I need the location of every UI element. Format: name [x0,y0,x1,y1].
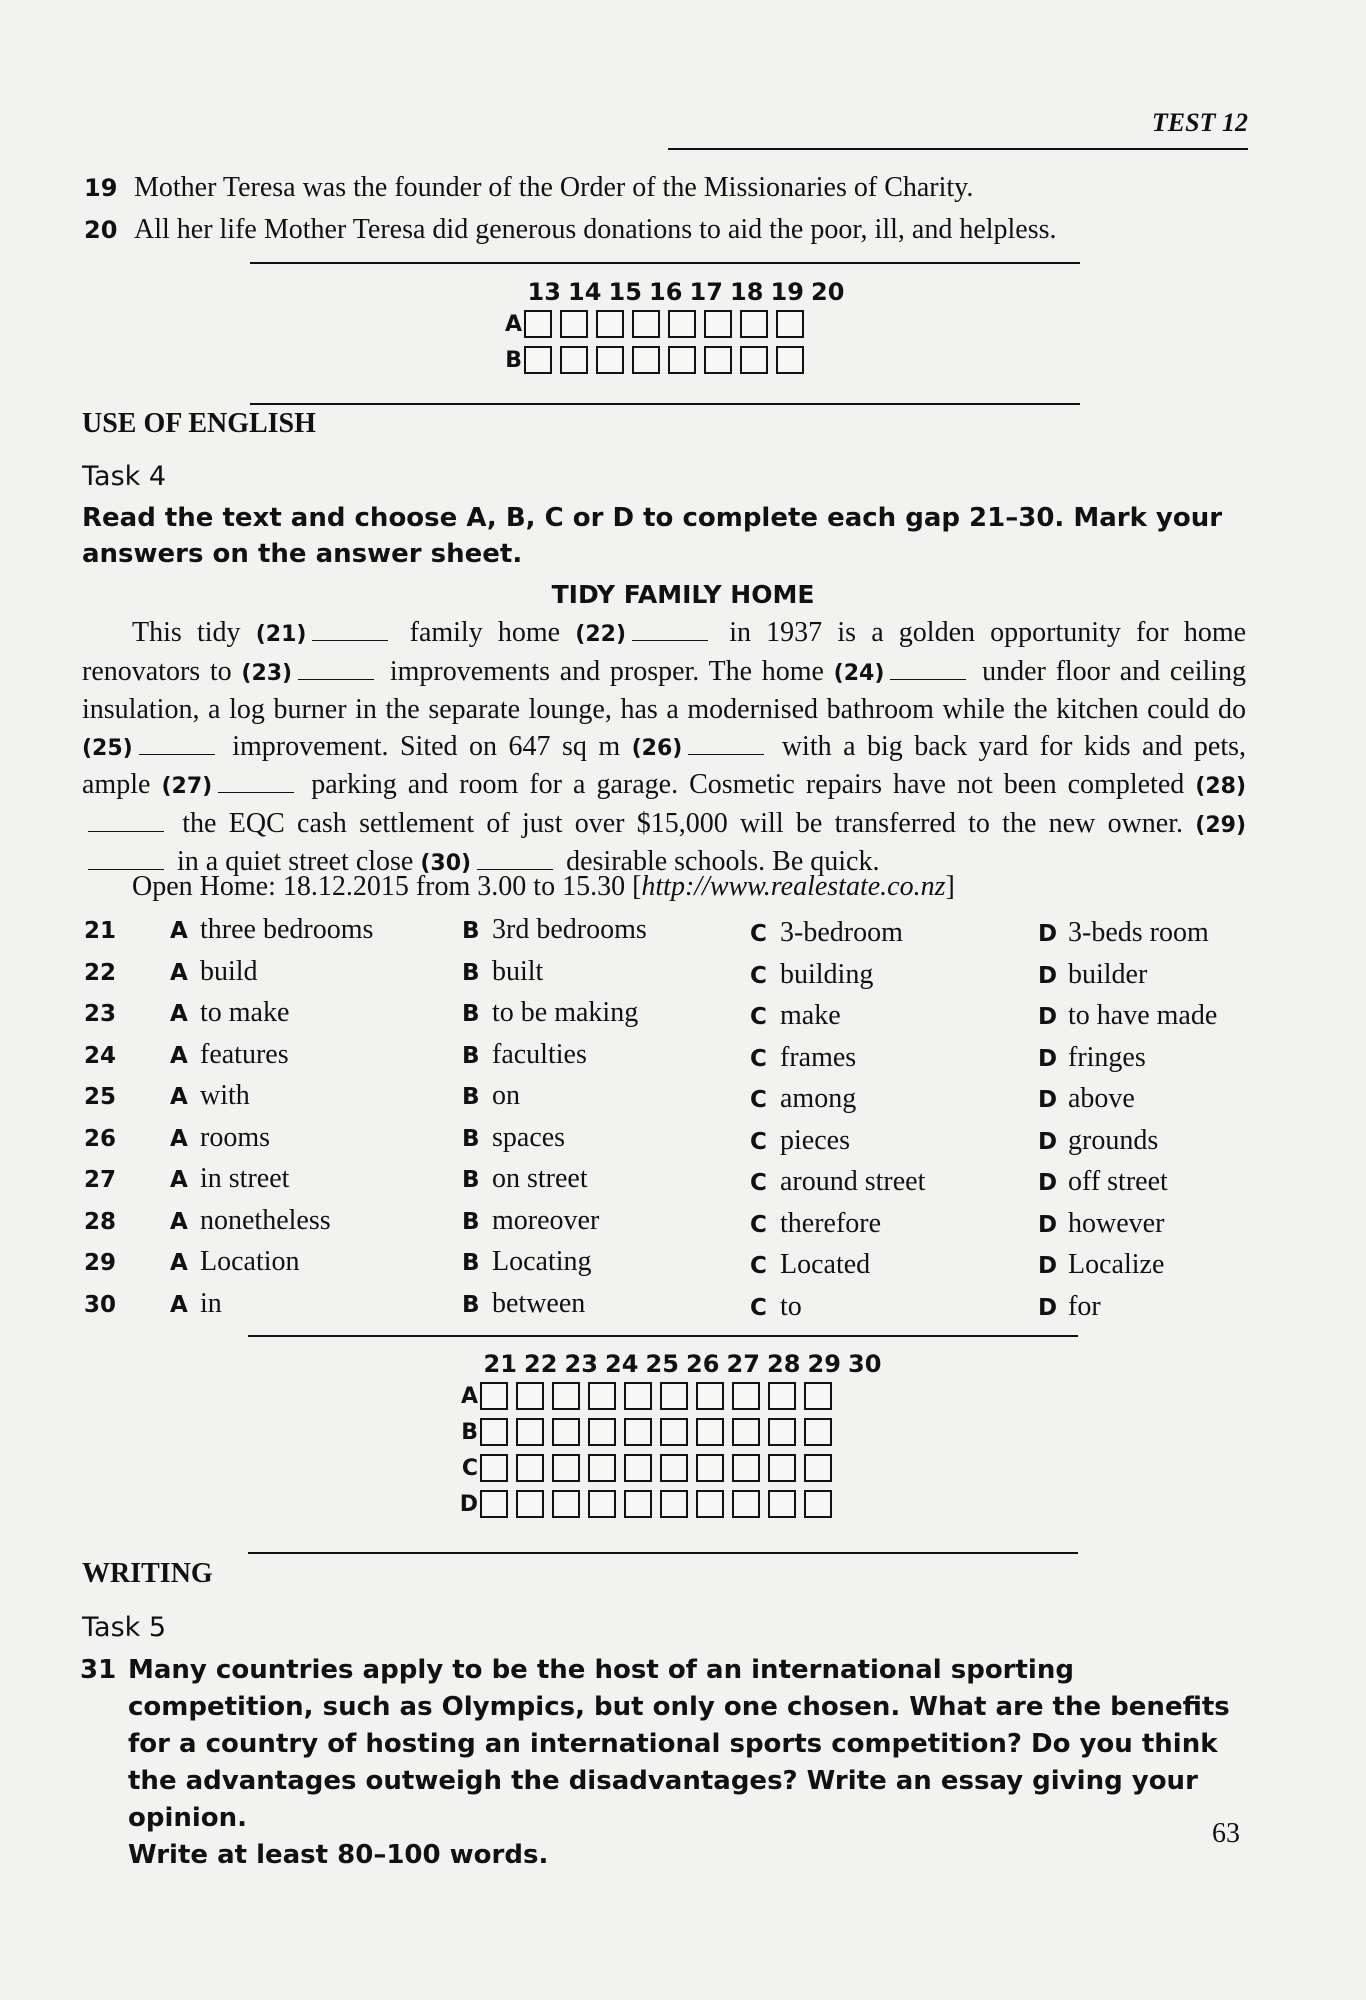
option-21-c [750,917,903,949]
option-21-b [462,914,647,946]
grid-column-headers [480,1350,885,1378]
option-letter: A [170,1167,188,1193]
grid-row-label: B [461,1419,478,1445]
grid-column-number: 28 [767,1350,801,1378]
grid-row-c [454,1450,885,1486]
answer-checkbox-29-d[interactable] [768,1490,796,1518]
answer-checkbox-29-a[interactable] [768,1382,796,1410]
question-number: 30 [84,1291,117,1318]
answer-checkbox-24-c[interactable] [588,1454,616,1482]
gap-blank [139,754,215,755]
statement-20 [84,214,1057,246]
gap-number: (24) [833,660,885,686]
grid-column-number: 16 [649,278,683,306]
source-url: http://www.realestate.co.nz [641,871,946,902]
answer-checkbox-28-b[interactable] [732,1418,760,1446]
option-row-26 [84,1122,1264,1162]
option-row-23 [84,997,1264,1037]
grid-row-label: B [505,347,522,373]
option-25-a [170,1080,250,1112]
option-row-24 [84,1039,1264,1079]
option-text: nonetheless [200,1204,331,1236]
gap-blank [218,792,294,793]
answer-checkbox-26-b[interactable] [660,1418,688,1446]
text-segment: the EQC cash settlement of just over $15,000 will be transferred to the new owner. [182,807,1183,839]
answer-checkbox-22-c[interactable] [516,1454,544,1482]
answer-checkbox-17-a[interactable] [668,310,696,338]
option-28-c [750,1208,881,1240]
option-letter: A [170,1125,188,1152]
answer-grid-21-30 [454,1350,885,1522]
answer-checkbox-27-d[interactable] [696,1490,724,1518]
question-number: 23 [84,1001,117,1027]
option-row-28 [84,1205,1264,1245]
option-text: three bedrooms [200,914,374,945]
option-letter: B [462,1208,480,1235]
grid-column-number: 14 [568,278,602,306]
gap-blank [312,640,388,641]
option-letter: D [1038,1253,1058,1279]
option-23-d [1038,1000,1217,1032]
option-letter: D [1038,1128,1058,1155]
option-text: make [780,1000,841,1031]
question-number: 29 [84,1250,117,1276]
grid-column-number: 30 [848,1350,882,1378]
divider [248,1335,1078,1337]
option-letter: D [1038,1004,1058,1030]
option-27-a [170,1163,289,1195]
essay-question-number: 31 [80,1655,117,1685]
option-row-25 [84,1080,1264,1120]
option-letter: A [170,1208,188,1235]
answer-checkbox-29-c[interactable] [768,1454,796,1482]
answer-checkbox-20-a[interactable] [776,310,804,338]
text-segment: in a quiet street close [177,846,414,877]
gap-number: (23) [241,660,293,686]
option-letter: B [462,1250,480,1276]
option-letter: D [1038,1170,1058,1196]
option-text: grounds [1068,1124,1159,1156]
answer-checkbox-22-b[interactable] [516,1418,544,1446]
option-letter: B [462,959,480,986]
answer-checkbox-24-b[interactable] [588,1418,616,1446]
grid-column-number: 13 [527,278,561,306]
source-suffix: ] [945,871,955,902]
answer-checkbox-26-d[interactable] [660,1490,688,1518]
text-segment: improvement. Sited on 647 sq m [232,730,621,762]
gap-number: (28) [1195,774,1247,799]
option-letter: B [462,1125,480,1152]
answer-checkbox-21-a[interactable] [480,1382,508,1410]
answer-checkbox-30-c[interactable] [804,1454,832,1482]
option-row-27 [84,1163,1264,1203]
option-text: Located [780,1249,871,1280]
task-4-instruction: Read the text and choose A, B, C or D to complete each gap 21–30. Mark your answers on the answer sheet. [82,503,1223,569]
page-number: 63 [1212,1818,1240,1849]
option-21-d [1038,917,1209,949]
answer-checkbox-17-b[interactable] [668,346,696,374]
text-segment: under floor and ceiling insulation, a log burner in the separate lounge, has a modernised bathroom while the kitchen could do [82,655,1247,725]
grid-column-number: 25 [645,1350,679,1378]
option-text: with [200,1080,250,1111]
option-letter: C [750,921,767,947]
grid-column-number: 29 [807,1350,841,1378]
grid-column-number: 23 [564,1350,598,1378]
option-29-c [750,1249,870,1281]
option-text: on [492,1080,520,1111]
answer-checkbox-16-a[interactable] [632,310,660,338]
grid-column-headers [524,278,848,306]
option-text: in [200,1287,222,1319]
option-text: among [780,1083,857,1114]
option-text: on street [492,1163,588,1194]
task-4-label: Task 4 [82,461,167,492]
option-text: 3rd bedrooms [492,914,647,945]
question-number: 25 [84,1084,117,1110]
answer-checkbox-28-c[interactable] [732,1454,760,1482]
option-text: to have made [1068,1000,1218,1031]
option-letter: B [462,1084,480,1110]
answer-checkbox-28-a[interactable] [732,1382,760,1410]
gap-blank [477,869,553,870]
answer-checkbox-22-d[interactable] [516,1490,544,1518]
answer-checkbox-23-a[interactable] [552,1382,580,1410]
answer-checkbox-25-b[interactable] [624,1418,652,1446]
option-text: pieces [780,1124,850,1156]
grid-column-number: 21 [483,1350,517,1378]
statement-number: 19 [84,174,118,202]
option-23-c [750,1000,841,1032]
gap-blank [88,831,164,832]
option-text: for [1068,1290,1101,1322]
grid-row-b [498,342,848,378]
answer-checkbox-26-c[interactable] [660,1454,688,1482]
answer-checkbox-24-d[interactable] [588,1490,616,1518]
question-number: 26 [84,1125,117,1152]
answer-checkbox-19-b[interactable] [740,346,768,374]
option-letter: C [750,1211,767,1238]
option-25-d [1038,1083,1135,1115]
answer-checkbox-14-b[interactable] [560,346,588,374]
option-29-d [1038,1249,1164,1281]
option-text: building [780,958,874,990]
option-text: to make [200,997,290,1028]
text-segment: desirable schools. Be quick. [566,846,880,877]
option-text: off street [1068,1166,1168,1197]
option-21-a [170,914,373,946]
gap-number: (25) [82,735,133,761]
divider [248,1552,1078,1554]
option-letter: A [170,1001,188,1027]
option-letter: D [1038,962,1058,989]
option-letter: C [750,962,767,989]
option-24-d [1038,1042,1146,1074]
text-segment: in 1937 is a golden opportunity for home renovators to [82,617,1247,687]
answer-checkbox-24-a[interactable] [588,1382,616,1410]
option-text: around street [780,1166,926,1197]
grid-column-number: 15 [608,278,642,306]
grid-row-a [498,306,848,342]
grid-column-number: 24 [605,1350,639,1378]
answer-checkbox-18-a[interactable] [704,310,732,338]
essay-word-limit: Write at least 80–100 words. [128,1840,549,1870]
option-text: in street [200,1163,290,1194]
grid-column-number: 22 [524,1350,558,1378]
answer-checkbox-21-d[interactable] [480,1490,508,1518]
answer-checkbox-13-b[interactable] [524,346,552,374]
grid-row-label: C [461,1455,478,1481]
answer-checkbox-27-b[interactable] [696,1418,724,1446]
option-30-b [462,1288,585,1320]
test-label: TEST 12 [1151,108,1248,137]
statement-text: Mother Teresa was the founder of the Order of the Missionaries of Charity. [134,172,974,203]
option-28-d [1038,1208,1164,1240]
option-letter: C [750,1253,767,1279]
answer-checkbox-21-c[interactable] [480,1454,508,1482]
option-letter: B [462,1167,480,1193]
answer-checkbox-23-b[interactable] [552,1418,580,1446]
option-letter: C [750,1004,767,1030]
section-heading-writing: WRITING [82,1558,213,1589]
answer-checkbox-30-b[interactable] [804,1418,832,1446]
answer-checkbox-30-d[interactable] [804,1490,832,1518]
gap-blank [632,640,708,641]
option-23-a [170,997,289,1029]
gap-fill-text [82,615,1246,883]
answer-checkbox-25-c[interactable] [624,1454,652,1482]
option-text: therefore [780,1207,882,1239]
gap-number: (27) [161,774,213,799]
answer-checkbox-16-b[interactable] [632,346,660,374]
option-letter: B [462,1042,480,1069]
option-letter: D [1038,921,1058,947]
option-text: fringes [1068,1041,1146,1073]
answer-checkbox-19-a[interactable] [740,310,768,338]
gap-blank [88,869,164,870]
option-letter: A [170,1042,188,1069]
grid-row-a [454,1378,885,1414]
statement-text: All her life Mother Teresa did generous donations to aid the poor, ill, and helpless. [134,214,1057,245]
option-letter: D [1038,1211,1058,1238]
grid-column-number: 20 [811,278,845,306]
option-29-b [462,1246,592,1278]
option-row-30 [84,1288,1264,1328]
grid-column-number: 27 [726,1350,760,1378]
option-letter: A [170,1250,188,1276]
section-heading-use-of-english: USE OF ENGLISH [82,408,316,439]
answer-checkbox-25-d[interactable] [624,1490,652,1518]
answer-checkbox-14-a[interactable] [560,310,588,338]
option-letter: B [462,1291,480,1318]
option-text: to [780,1290,802,1322]
option-letter: B [462,1001,480,1027]
gap-blank [298,679,374,680]
option-26-d [1038,1125,1158,1157]
statement-19 [84,172,973,204]
question-number: 27 [84,1167,117,1193]
grid-row-b [454,1414,885,1450]
grid-row-label: A [460,1383,478,1409]
answer-grid-13-20 [498,278,848,378]
text-segment: parking and room for a garage. Cosmetic repairs have not been completed [311,769,1185,800]
text-segment: This tidy [132,617,241,648]
question-number: 21 [84,918,117,944]
answer-checkbox-15-b[interactable] [596,346,624,374]
option-30-c [750,1291,802,1323]
option-22-d [1038,959,1147,991]
option-text: 3-bedroom [780,917,903,948]
option-24-b [462,1039,587,1071]
option-27-c [750,1166,925,1198]
option-letter: A [170,918,188,944]
gap-number: (29) [1195,812,1247,838]
option-27-b [462,1163,588,1195]
grid-row-label: D [459,1491,478,1517]
grid-column-number: 26 [686,1350,720,1378]
option-letter: A [170,959,188,986]
header-rule [668,148,1248,150]
option-28-a [170,1205,331,1237]
option-text: moreover [492,1204,600,1236]
option-27-d [1038,1166,1168,1198]
option-26-a [170,1122,270,1154]
option-text: above [1068,1083,1135,1114]
answer-checkbox-20-b[interactable] [776,346,804,374]
option-text: however [1068,1207,1165,1239]
option-30-a [170,1288,222,1320]
gap-number: (26) [631,735,683,761]
question-number: 28 [84,1208,117,1235]
option-text: Localize [1068,1249,1165,1280]
divider [250,403,1080,405]
option-text: spaces [492,1121,566,1153]
grid-column-number: 19 [770,278,804,306]
option-text: Location [200,1246,300,1277]
question-number: 24 [84,1042,117,1069]
option-row-22 [84,956,1264,996]
answer-checkbox-30-a[interactable] [804,1382,832,1410]
option-letter: A [170,1084,188,1110]
option-text: faculties [492,1038,587,1070]
option-22-a [170,956,258,988]
essay-question [80,1652,1250,1874]
gap-number: (30) [420,851,472,876]
text-title: TIDY FAMILY HOME [551,580,815,609]
option-letter: C [750,1170,767,1196]
question-number: 22 [84,959,117,986]
divider [250,262,1080,264]
option-row-21 [84,914,1264,954]
answer-checkbox-18-b[interactable] [704,346,732,374]
answer-checkbox-27-a[interactable] [696,1382,724,1410]
source-prefix: Open Home: 18.12.2015 from 3.00 to 15.30 [ [132,871,642,902]
option-letter: D [1038,1294,1058,1321]
option-text: features [200,1038,289,1070]
answer-checkbox-26-a[interactable] [660,1382,688,1410]
option-row-29 [84,1246,1264,1286]
text-source [132,871,955,903]
task-5-label: Task 5 [82,1612,167,1643]
answer-checkbox-23-d[interactable] [552,1490,580,1518]
option-letter: B [462,918,480,944]
option-letter: A [170,1291,188,1318]
answer-checkbox-25-a[interactable] [624,1382,652,1410]
option-text: Locating [492,1246,592,1277]
option-29-a [170,1246,300,1278]
answer-checkbox-22-a[interactable] [516,1382,544,1410]
option-text: built [492,955,544,987]
option-22-c [750,959,873,991]
option-text: between [492,1287,586,1319]
option-text: 3-beds room [1068,917,1209,948]
grid-column-number: 18 [730,278,764,306]
option-letter: C [750,1087,767,1113]
option-text: to be making [492,997,639,1028]
answer-checkbox-28-d[interactable] [732,1490,760,1518]
grid-column-number: 17 [689,278,723,306]
answer-checkbox-15-a[interactable] [596,310,624,338]
answer-checkbox-21-b[interactable] [480,1418,508,1446]
grid-row-d [454,1486,885,1522]
option-letter: D [1038,1087,1058,1113]
gap-blank [688,754,764,755]
text-segment: family home [409,617,561,648]
gap-blank [890,679,966,680]
gap-number: (22) [575,622,627,647]
option-23-b [462,997,638,1029]
option-text: rooms [200,1121,270,1153]
answer-checkbox-29-b[interactable] [768,1418,796,1446]
option-22-b [462,956,543,988]
text-segment: improvements and prosper. The home [389,655,824,687]
option-26-b [462,1122,565,1154]
text-segment: with a big back yard for kids and pets, ample [82,730,1247,800]
option-letter: D [1038,1045,1058,1072]
option-30-d [1038,1291,1101,1323]
answer-checkbox-13-a[interactable] [524,310,552,338]
option-24-c [750,1042,856,1074]
answer-checkbox-23-c[interactable] [552,1454,580,1482]
option-text: frames [780,1041,857,1073]
grid-row-label: A [504,311,522,337]
option-24-a [170,1039,289,1071]
option-text: build [200,955,258,987]
gap-number: (21) [255,622,307,647]
option-letter: C [750,1128,767,1155]
option-25-b [462,1080,520,1112]
option-letter: C [750,1294,767,1321]
answer-checkbox-27-c[interactable] [696,1454,724,1482]
option-text: builder [1068,958,1148,990]
option-25-c [750,1083,856,1115]
statement-number: 20 [84,216,118,244]
option-letter: C [750,1045,767,1072]
option-26-c [750,1125,850,1157]
essay-prompt: Many countries apply to be the host of an international sporting competition, such as Olympics, but only one chosen. What are the benefits for a country of hosting an international sports competition? Do you think the advantages outweigh the disadvantages? Write an essay giving your opinion. [128,1655,1230,1833]
option-28-b [462,1205,599,1237]
